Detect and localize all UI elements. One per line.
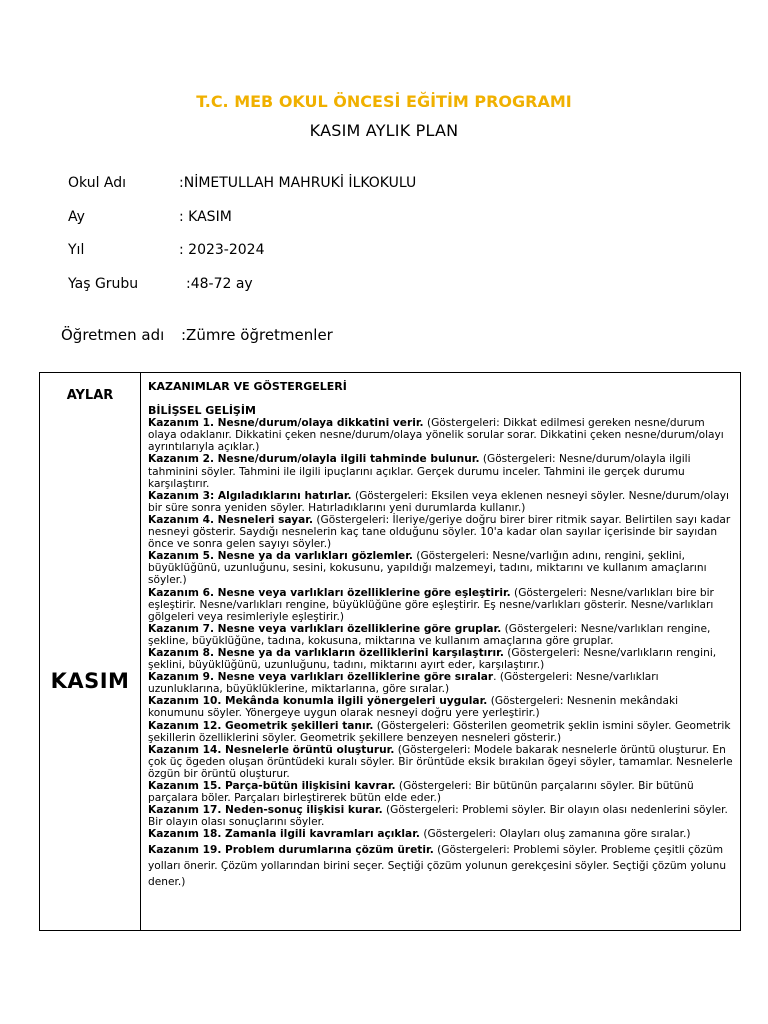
year-value: : 2023-2024 (179, 242, 265, 258)
outcome-item (148, 804, 736, 828)
plan-subtitle: KASIM AYLIK PLAN (309, 121, 459, 140)
year-label: Yıl (68, 242, 85, 258)
outcome-item (148, 587, 736, 623)
school-label: Okul Adı (68, 175, 127, 191)
outcomes-column (141, 373, 741, 931)
outcome-title: Kazanım 19. Problem durumlarına çözüm üretir. (148, 844, 434, 857)
outcome-text: (Göstergeleri: Eksilen veya eklenen nesneyi söyler. Nesne/durum/olayı bir süre sonra yeniden söyler. Hatırladıklarını yeni durumlarda kullanır.) (148, 489, 729, 514)
outcome-text: (Göstergeleri: Nesne/varlıkları bire bir eşleştirir. Nesne/varlıkları rengine, büyüklüğüne göre eşleştirir. Eş nesne/varlıkları gösterir. Nesne/varlıkları gölgeleri veya resimleriyle eşleştirir.) (148, 586, 714, 623)
outcome-item (148, 842, 736, 890)
month-name: KASIM (50, 669, 130, 693)
monthly-plan-table (39, 372, 741, 931)
outcome-item (148, 417, 736, 453)
outcome-text: (Göstergeleri: İleriye/geriye doğru birer birer ritmik sayar. Belirtilen sayı kadar nesneyi gösterir. Saydığı nesnelerin kaç tane olduğunu söyler. 10'a kadar olan sayılar içerisinde bir sayıdan önce ve sonra gelen sayıyı söyler.) (148, 513, 731, 551)
outcome-item (148, 647, 736, 671)
outcome-item (148, 490, 736, 514)
outcome-text: (Göstergeleri: Dikkat edilmesi gereken nesne/durum olaya odaklanır. Dikkatini çeken nesne/durum/olaya yönelik sorular sorar. Dikkatini çeken nesne/durum/olayı ayrıntılarıyla açıklar.) (148, 417, 724, 454)
outcome-text: (Göstergeleri: Nesne/varlıkların rengini, şeklini, büyüklüğünü, uzunluğunu, tadını, miktarını ayırt eder, karşılaştırır.) (148, 646, 717, 672)
outcome-item (148, 453, 736, 489)
table-row (40, 373, 741, 931)
outcome-title: Kazanım 17. Neden-sonuç ilişkisi kurar. (148, 804, 383, 817)
month-label: Ay (68, 209, 85, 225)
outcome-title: Kazanım 1. Nesne/durum/olaya dikkatini verir. (148, 417, 424, 430)
outcomes-content (141, 373, 740, 890)
program-title: T.C. MEB OKUL ÖNCESİ EĞİTİM PROGRAMI (196, 92, 572, 111)
outcome-title: Kazanım 7. Nesne veya varlıkları özelliklerine göre gruplar. (148, 622, 502, 635)
section-title: BİLİŞSEL GELİŞİM (148, 404, 256, 418)
outcome-item (148, 744, 736, 780)
outcome-item (148, 623, 736, 647)
outcome-text: (Göstergeleri: Problemi söyler. Bir olayın olası nedenlerini söyler. Bir olayın olası sonuçlarını söyler. (148, 804, 728, 829)
outcome-text: (Göstergeleri: Nesne/durum/olayla ilgili tahminini söyler. Tahmini ile ilgili ipuçlarını açıklar. Gerçek durumu inceler. Tahmini ile gerçek durumu karşılaştırır. (148, 453, 691, 490)
outcome-title: Kazanım 14. Nesnelerle örüntü oluşturur. (148, 743, 395, 756)
outcome-item (148, 720, 736, 744)
outcome-title: Kazanım 8. Nesne ya da varlıkların özelliklerini karşılaştırır. (148, 646, 504, 659)
outcome-list (148, 417, 736, 890)
outcome-item (148, 671, 736, 695)
teacher-label: Öğretmen adı (61, 326, 165, 344)
outcome-text: (Göstergeleri: Gösterilen geometrik şeklin ismini söyler. Geometrik şekillerin özelliklerini söyler. Geometrik şekillere benzeyen nesneleri gösterir.) (148, 719, 731, 744)
outcome-item (148, 695, 736, 719)
outcomes-header: KAZANIMLAR VE GÖSTERGELERİ (148, 380, 347, 393)
outcome-text: (Göstergeleri: Problemi söyler. Probleme çeşitli çözüm yolları önerir. Çözüm yollarından birini seçer. Seçtiği çözüm yolunun gerekçesini söyler. Seçtiği çözüm yolunu dener.) (148, 844, 727, 889)
outcome-text: (Göstergeleri: Nesnenin mekândaki konumunu söyler. Yönergeye uygun olarak nesneyi doğru yere yerleştirir.) (148, 695, 679, 720)
outcome-title: Kazanım 4. Nesneleri sayar. (148, 513, 314, 526)
outcome-text: (Göstergeleri: Nesne/varlığın adını, rengini, şeklini, büyüklüğünü, uzunluğunu, sesini, kokusunu, yapıldığı malzemeyi, tadını, miktarını ve kullanım amaçlarını söyler.) (148, 550, 707, 587)
age-label: Yaş Grubu (68, 276, 139, 292)
outcome-title: Kazanım 15. Parça-bütün ilişkisini kavrar. (148, 780, 396, 792)
outcome-item (148, 550, 736, 586)
outcome-title: Kazanım 3: Algıladıklarını hatırlar. (148, 489, 352, 502)
outcome-title: Kazanım 9. Nesne veya varlıkları özelliklerine göre sıralar (148, 671, 494, 684)
months-header: AYLAR (66, 388, 114, 403)
outcome-title: Kazanım 5. Nesne ya da varlıkları gözlemler. (148, 550, 413, 563)
age-value: :48-72 ay (186, 276, 253, 292)
outcome-title: Kazanım 18. Zamanla ilgili kavramları açıklar. (148, 828, 420, 841)
outcome-text: (Göstergeleri: Modele bakarak nesnelerle örüntü oluşturur. En çok üç ögeden oluşan örüntüdeki kuralı söyler. Bir örüntüde eksik bırakılan ögeyi söyler, tamamlar. Nesnelerle özgün bir örüntü oluşturur. (148, 743, 733, 780)
outcome-item (148, 828, 736, 840)
outcome-item (148, 514, 736, 550)
outcome-text: . (Göstergeleri: Nesne/varlıkları uzunluklarına, büyüklüklerine, miktarlarına, göre sıralar.) (148, 671, 659, 696)
outcome-text: (Göstergeleri: Nesne/varlıkları rengine, şekline, büyüklüğüne, tadına, kokusuna, miktarına ve kullanım amaçlarına göre gruplar. (148, 622, 711, 647)
outcome-item (148, 780, 736, 804)
outcome-title: Kazanım 10. Mekânda konumla ilgili yönergeleri uygular. (148, 695, 488, 708)
month-column (40, 373, 141, 931)
outcome-title: Kazanım 6. Nesne veya varlıkları özelliklerine göre eşleştirir. (148, 586, 511, 599)
school-value: :NİMETULLAH MAHRUKİ İLKOKULU (179, 175, 417, 191)
outcome-title: Kazanım 2. Nesne/durum/olayla ilgili tahminde bulunur. (148, 453, 480, 466)
outcome-text: (Göstergeleri: Olayları oluş zamanına göre sıralar.) (419, 828, 691, 841)
month-value: : KASIM (179, 209, 232, 225)
outcome-text: (Göstergeleri: Bir bütünün parçalarını söyler. Bir bütünü parçalara böler. Parçaları birleştirerek bütün elde eder.) (148, 780, 694, 805)
teacher-value: :Zümre öğretmenler (181, 326, 333, 344)
outcome-title: Kazanım 12. Geometrik şekilleri tanır. (148, 719, 374, 732)
